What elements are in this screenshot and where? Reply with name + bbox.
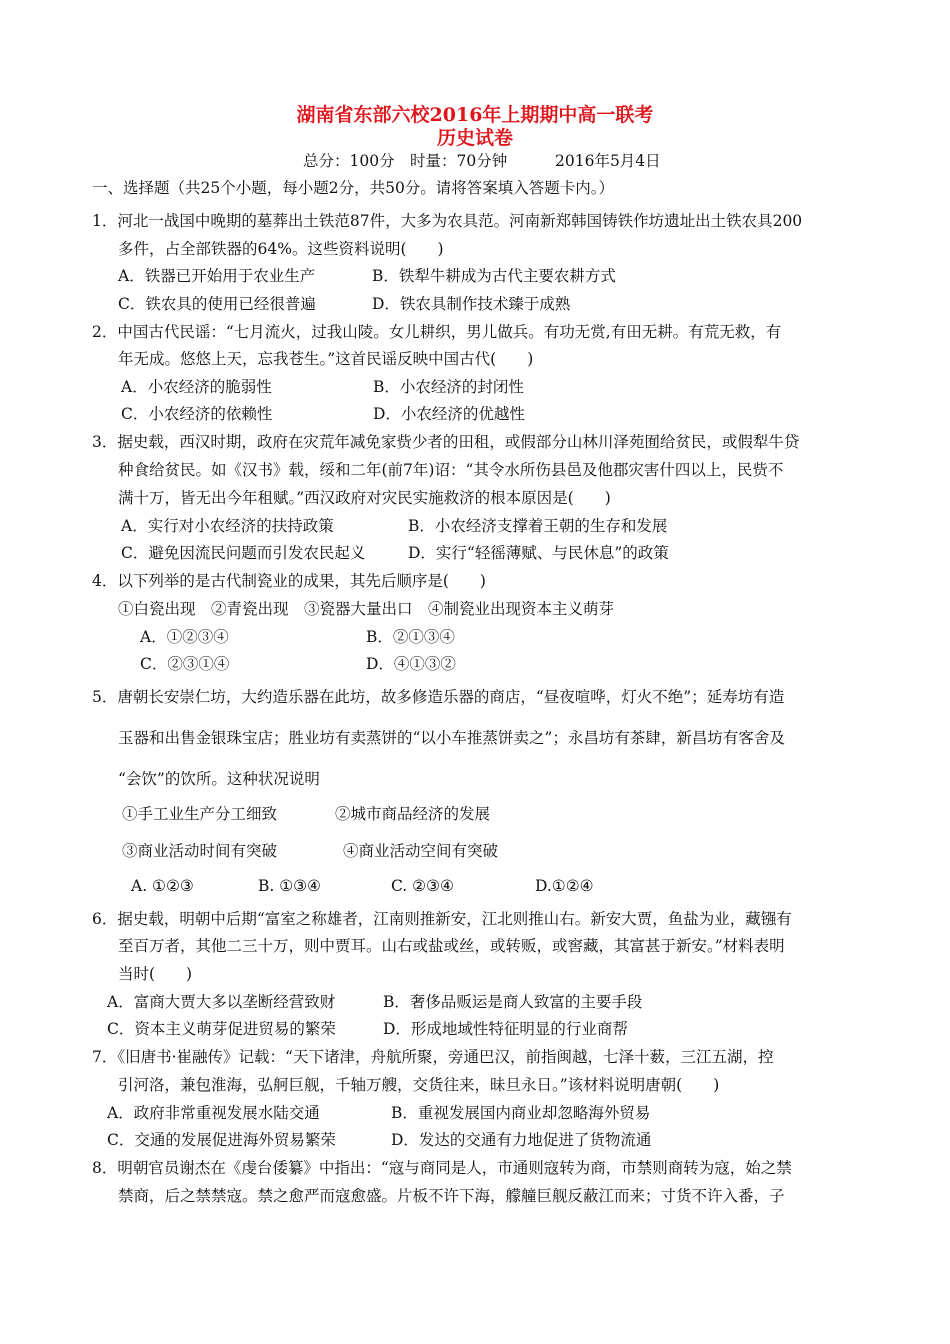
question-6-line-3: 当时( ) <box>118 965 193 983</box>
exam-title: 湖南省东部六校2016年上期期中高一联考 <box>296 104 654 126</box>
question-2-option-d: D．小农经济的优越性 <box>373 405 525 423</box>
question-6-option-d: D．形成地域性特征明显的行业商帮 <box>383 1020 628 1038</box>
section-heading: 一、选择题（共25个小题，每小题2分，共50分。请将答案填入答题卡内。） <box>92 179 615 197</box>
question-1-option-a: A．铁器已开始用于农业生产 <box>118 267 316 285</box>
question-4-items: ①白瓷出现 ②青瓷出现 ③瓷器大量出口 ④制瓷业出现资本主义萌芽 <box>118 600 615 618</box>
question-7-option-b: B．重视发展国内商业却忽略海外贸易 <box>391 1104 651 1122</box>
question-5-line-2: 玉器和出售金银珠宝店；胜业坊有卖蒸饼的“以小车推蒸饼卖之”；永昌坊有茶肆，新昌坊有客舍及 <box>118 729 785 747</box>
question-4-option-a: A．①②③④ <box>140 628 229 646</box>
question-3-line-1: 3．据史载，西汉时期，政府在灾荒年减免家赀少者的田租，或假部分山林川泽苑囿给贫民，或假犁牛贷 <box>92 433 800 451</box>
question-1-line-1: 1．河北一战国中晚期的墓葬出土铁范87件，大多为农具范。河南新郑韩国铸铁作坊遗址出土铁农具200 <box>92 212 803 230</box>
question-4-line-1: 4．以下列举的是古代制瓷业的成果，其先后顺序是( ) <box>92 572 486 590</box>
question-5-item-3: ③商业活动时间有突破 <box>122 842 278 860</box>
question-4-option-b: B．②①③④ <box>366 628 455 646</box>
question-8-line-1: 8．明朝官员谢杰在《虔台倭纂》中指出：“寇与商同是人，市通则寇转为商，市禁则商转为寇，始之禁 <box>92 1159 792 1177</box>
question-3-option-a: A．实行对小农经济的扶持政策 <box>121 517 334 535</box>
question-3-line-2: 种食给贫民。如《汉书》载，绥和二年(前7年)诏：“其令水所伤县邑及他郡灾害什四以上，民赀不 <box>118 461 784 479</box>
question-6-option-b: B．奢侈品贩运是商人致富的主要手段 <box>383 993 643 1011</box>
question-7-line-2: 引河洛，兼包淮海，弘舸巨舰，千轴万艘，交货往来，昧旦永日。”该材料说明唐朝( ) <box>118 1076 720 1094</box>
question-5-item-1: ①手工业生产分工细致 <box>122 805 278 823</box>
question-5-line-3: “会饮”的饮所。这种状况说明 <box>118 770 320 788</box>
question-4-option-c: C．②③①④ <box>140 655 230 673</box>
exam-date: 2016年5月4日 <box>555 152 661 170</box>
question-3-option-c: C．避免因流民问题而引发农民起义 <box>121 544 366 562</box>
question-5-item-4: ④商业活动空间有突破 <box>343 842 499 860</box>
question-4-option-d: D．④①③② <box>366 655 456 673</box>
total-score: 总分：100分 <box>303 152 395 170</box>
question-1-option-b: B．铁犁牛耕成为古代主要农耕方式 <box>372 267 616 285</box>
question-2-line-1: 2．中国古代民谣：“七月流火，过我山陵。女儿耕织，男儿做兵。有功无赏,有田无耕。有荒无救，有 <box>92 323 782 341</box>
question-5-option-c: C. ②③④ <box>391 877 454 895</box>
question-5-line-1: 5．唐朝长安崇仁坊，大约造乐器在此坊，故多修造乐器的商店，“昼夜喧哗，灯火不绝”；延寿坊有造 <box>92 688 785 706</box>
question-3-option-b: B．小农经济支撑着王朝的生存和发展 <box>408 517 668 535</box>
question-6-line-2: 至百万者，其他二三十万，则中贾耳。山右或盐或丝，或转贩，或窖藏，其富甚于新安。”材料表明 <box>118 937 785 955</box>
question-2-line-2: 年无成。悠悠上天，忘我苍生。”这首民谣反映中国古代( ) <box>118 350 534 368</box>
question-7-option-d: D．发达的交通有力地促进了货物流通 <box>391 1131 652 1149</box>
exam-duration: 时量：70分钟 <box>410 152 508 170</box>
question-7-option-a: A．政府非常重视发展水陆交通 <box>107 1104 320 1122</box>
question-2-option-b: B．小农经济的封闭性 <box>373 378 524 396</box>
question-1-option-d: D．铁农具制作技术臻于成熟 <box>372 295 571 313</box>
question-5-option-a: A. ①②③ <box>131 877 194 895</box>
question-5-option-b: B. ①③④ <box>258 877 321 895</box>
question-6-line-1: 6．据史载，明朝中后期“富室之称雄者，江南则推新安，江北则推山右。新安大贾，鱼盐为业，藏镪有 <box>92 910 792 928</box>
question-2-option-a: A．小农经济的脆弱性 <box>121 378 272 396</box>
question-6-option-c: C．资本主义萌芽促进贸易的繁荣 <box>107 1020 336 1038</box>
question-3-option-d: D．实行“轻徭薄赋、与民休息”的政策 <box>408 544 669 562</box>
question-3-line-3: 满十万，皆无出今年租赋。”西汉政府对灾民实施救济的根本原因是( ) <box>118 489 611 507</box>
question-6-option-a: A．富商大贾大多以垄断经营致财 <box>107 993 336 1011</box>
question-5-option-d: D.①②④ <box>535 877 594 895</box>
question-7-line-1: 7．《旧唐书·崔融传》记载：“天下诸津，舟航所聚，旁通巴汉，前指闽越，七泽十薮，三江五湖，控 <box>92 1048 774 1066</box>
exam-subtitle: 历史试卷 <box>436 127 513 149</box>
question-8-line-2: 禁商，后之禁禁寇。禁之愈严而寇愈盛。片板不许下海，艨艟巨舰反蔽江而来；寸货不许入番，子 <box>118 1187 785 1205</box>
question-7-option-c: C．交通的发展促进海外贸易繁荣 <box>107 1131 336 1149</box>
question-1-option-c: C．铁农具的使用已经很普遍 <box>118 295 316 313</box>
question-5-item-2: ②城市商品经济的发展 <box>335 805 491 823</box>
question-2-option-c: C．小农经济的依赖性 <box>121 405 273 423</box>
question-1-line-2: 多件，占全部铁器的64%。这些资料说明( ) <box>118 240 444 258</box>
